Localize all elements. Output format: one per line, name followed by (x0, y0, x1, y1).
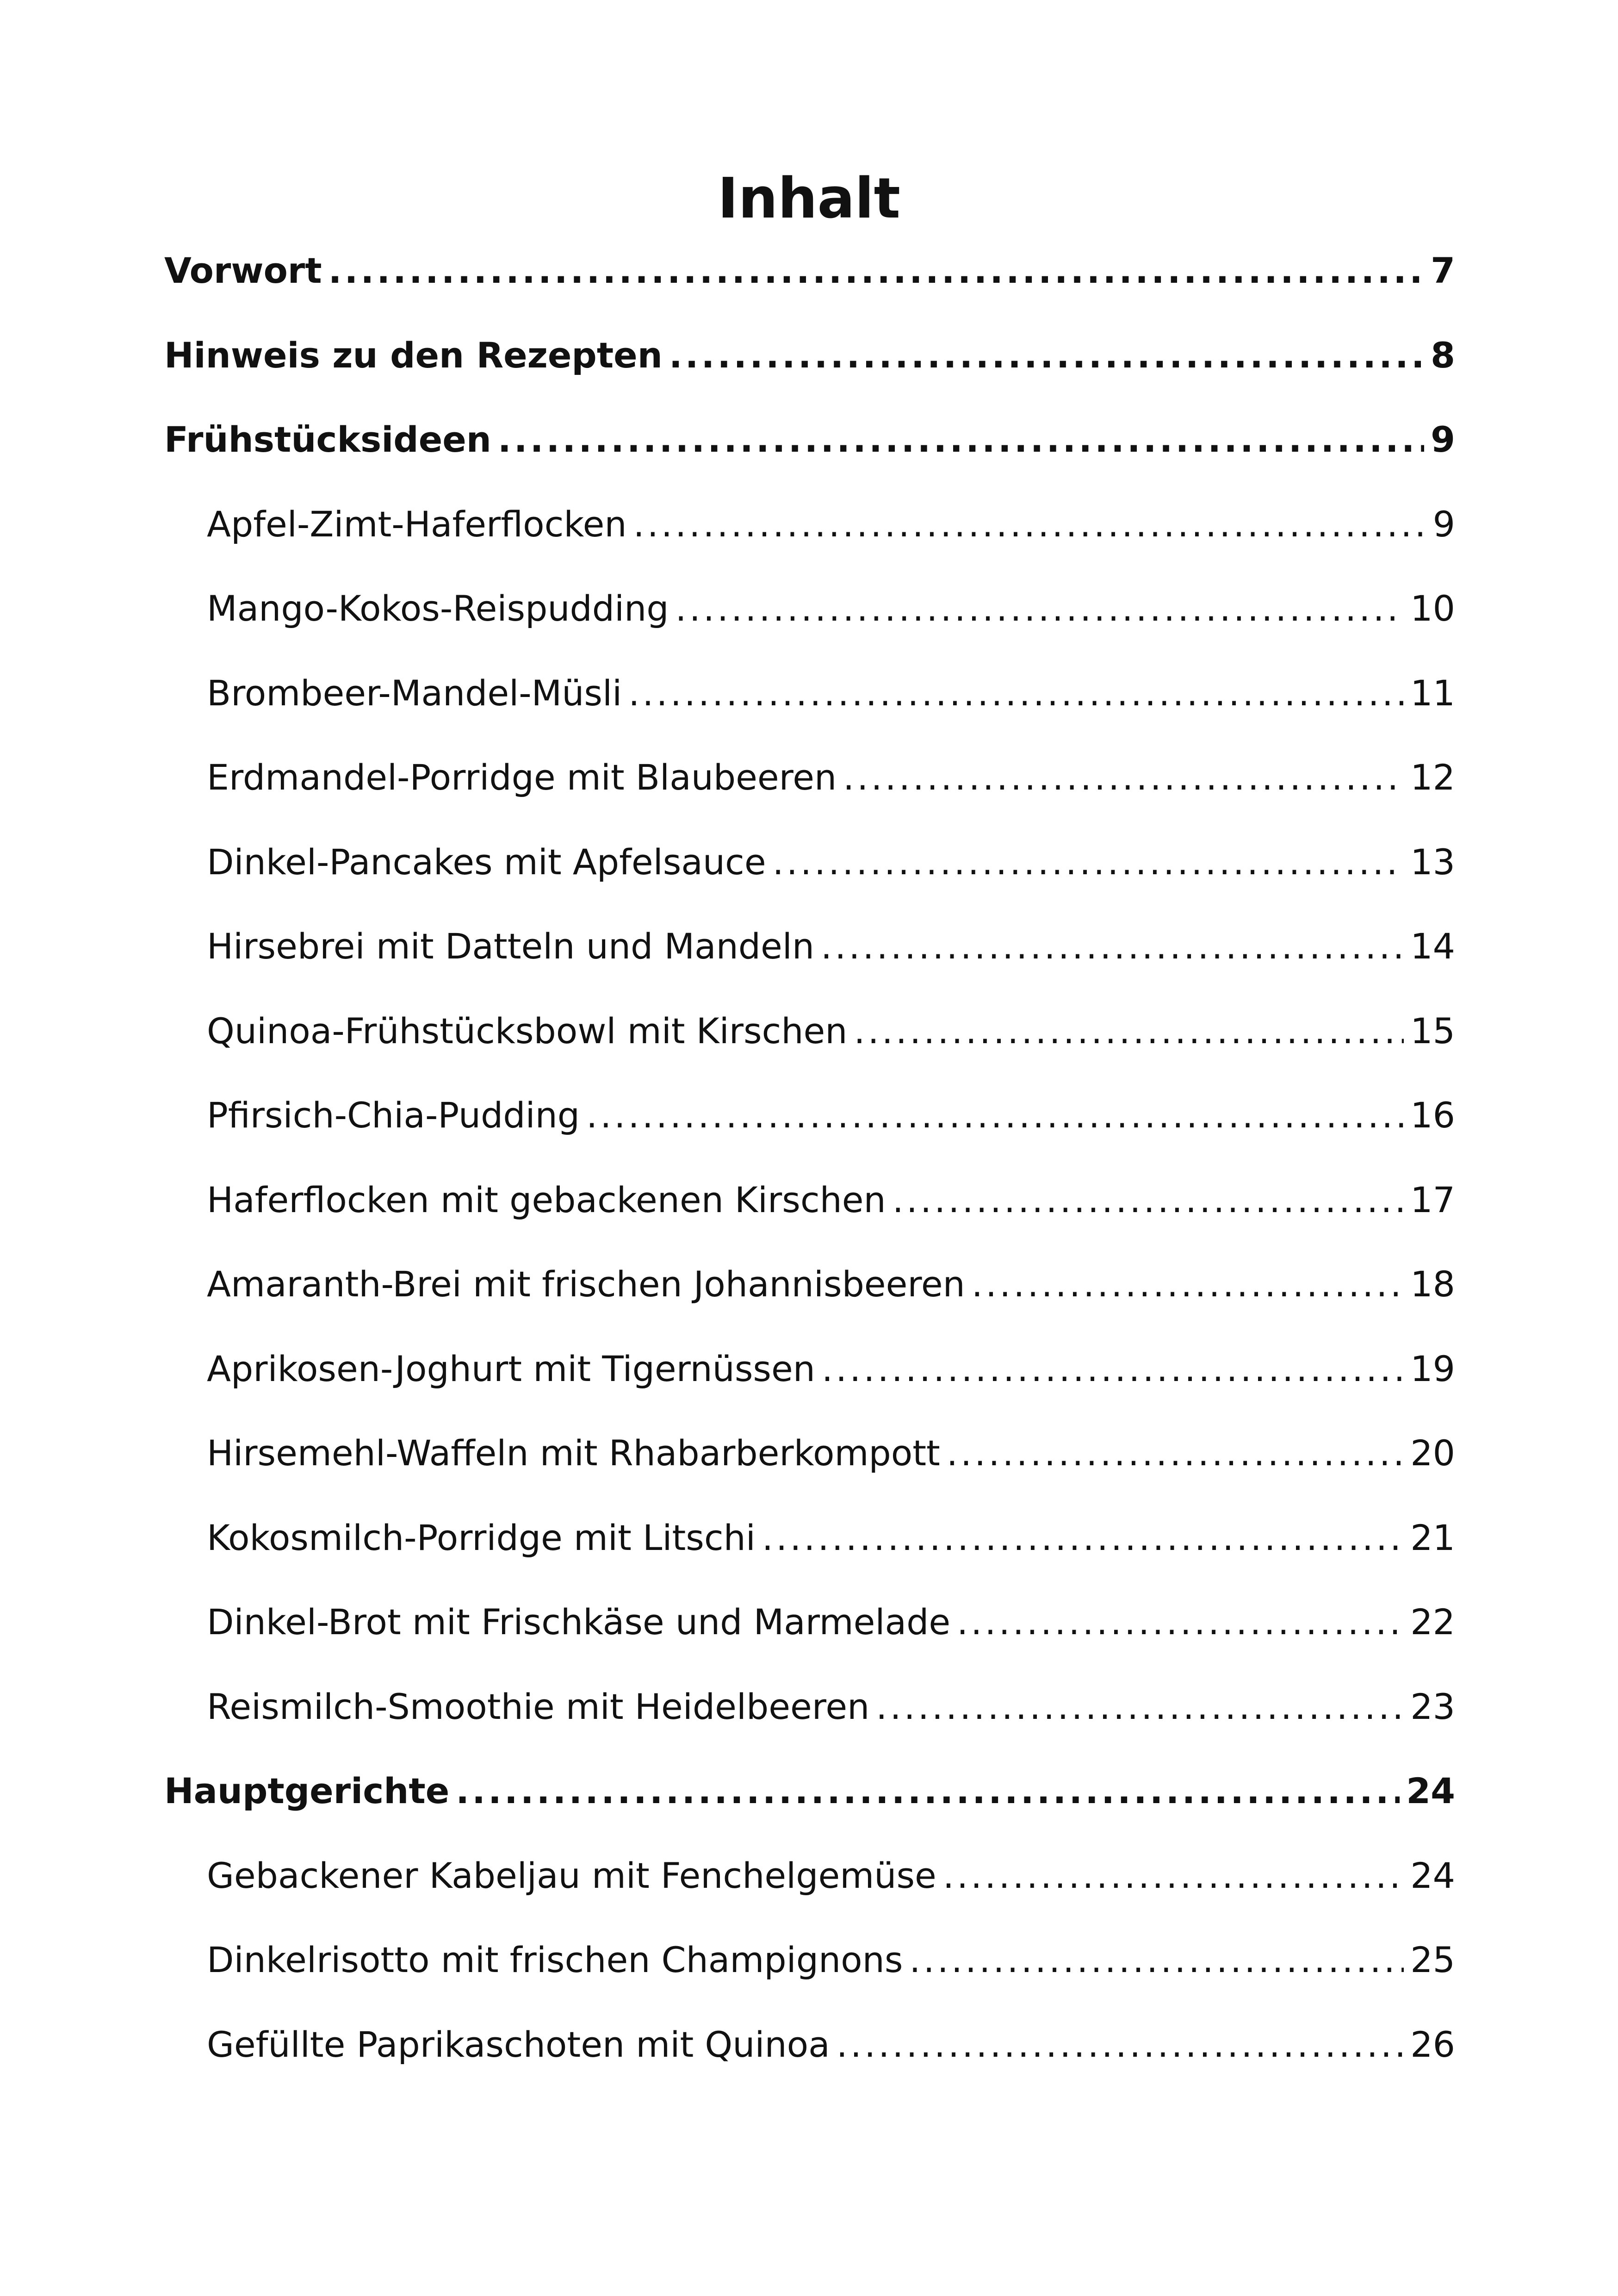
toc-page-number: 15 (1410, 1010, 1455, 1052)
toc-entry-label: Amaranth-Brei mit frischen Johannisbeeren (207, 1263, 965, 1305)
toc-page-number: 22 (1410, 1601, 1455, 1643)
toc-page-number: 8 (1431, 334, 1455, 376)
toc-dot-leader (909, 1930, 1404, 1990)
toc-entry-label: Erdmandel-Porridge mit Blaubeeren (207, 757, 837, 798)
toc-entry-label: Brombeer-Mandel-Müsli (207, 672, 622, 714)
toc-entry[interactable] (164, 1254, 1455, 1339)
toc-entry[interactable] (164, 1170, 1455, 1255)
toc-entry-label: Gebackener Kabeljau mit Fenchelgemüse (207, 1854, 936, 1896)
toc-entry-label: Aprikosen-Joghurt mit Tigernüssen (207, 1348, 815, 1389)
toc-page-number: 20 (1410, 1432, 1455, 1474)
toc-entry-label: Hirsebrei mit Datteln und Mandeln (207, 926, 815, 967)
toc-entry[interactable] (164, 1339, 1455, 1424)
toc-dot-leader (773, 832, 1404, 892)
toc-page-number: 21 (1410, 1517, 1455, 1558)
toc-entry[interactable] (164, 1508, 1455, 1593)
toc-entry-label: Kokosmilch-Porridge mit Litschi (207, 1517, 756, 1558)
toc-dot-leader (762, 1508, 1404, 1568)
toc-entry[interactable] (164, 1930, 1455, 2015)
toc-dot-leader (633, 494, 1426, 554)
toc-entry-label: Hirsemehl-Waffeln mit Rhabarberkompott (207, 1432, 940, 1474)
toc-page-number: 19 (1410, 1348, 1455, 1389)
toc-entry[interactable] (164, 1761, 1455, 1846)
toc-page-number: 16 (1410, 1095, 1455, 1136)
toc-entry[interactable] (164, 494, 1455, 579)
toc-dot-leader (329, 241, 1425, 301)
toc-entry[interactable] (164, 1677, 1455, 1761)
toc-dot-leader (822, 1339, 1404, 1399)
toc-dot-leader (498, 410, 1424, 470)
toc-entry-label: Vorwort (164, 250, 322, 291)
toc-page-number: 18 (1410, 1263, 1455, 1305)
page-title: Inhalt (718, 167, 900, 231)
toc-entry[interactable] (164, 1085, 1455, 1170)
toc-entry[interactable] (164, 325, 1455, 410)
toc-page-number: 11 (1410, 672, 1455, 714)
toc-dot-leader (586, 1085, 1404, 1145)
toc-dot-leader (837, 2015, 1404, 2075)
toc-dot-leader (876, 1677, 1404, 1737)
toc-page-number: 9 (1432, 503, 1455, 545)
toc-dot-leader (972, 1254, 1404, 1314)
toc-entry[interactable] (164, 1592, 1455, 1677)
toc-page-number: 24 (1406, 1770, 1455, 1811)
toc-dot-leader (628, 663, 1404, 723)
toc-entry-label: Hinweis zu den Rezepten (164, 334, 663, 376)
toc-dot-leader (669, 325, 1424, 386)
toc-entry-label: Dinkel-Brot mit Frischkäse und Marmelade (207, 1601, 951, 1643)
toc-entry[interactable] (164, 241, 1455, 325)
toc-page-number: 23 (1410, 1686, 1455, 1727)
toc-entry-label: Gefüllte Paprikaschoten mit Quinoa (207, 2023, 830, 2065)
toc-entry[interactable] (164, 832, 1455, 917)
toc-dot-leader (843, 747, 1404, 808)
toc-entry[interactable] (164, 916, 1455, 1001)
toc-entry-label: Pfirsich-Chia-Pudding (207, 1095, 580, 1136)
toc-entry-label: Quinoa-Frühstücksbowl mit Kirschen (207, 1010, 848, 1052)
toc-page-number: 7 (1431, 250, 1455, 291)
toc-entry-label: Dinkel-Pancakes mit Apfelsauce (207, 841, 766, 883)
toc-page-number: 14 (1410, 926, 1455, 967)
toc-entry[interactable] (164, 1846, 1455, 1930)
toc-entry[interactable] (164, 663, 1455, 748)
toc-entry-label: Haferflocken mit gebackenen Kirschen (207, 1179, 886, 1220)
toc-page-number: 17 (1410, 1179, 1455, 1220)
toc-page-number: 24 (1410, 1854, 1455, 1896)
toc-page-number: 10 (1410, 588, 1455, 629)
toc-dot-leader (456, 1761, 1400, 1821)
toc-page-number: 25 (1410, 1939, 1455, 1980)
toc-dot-leader (854, 1001, 1404, 1061)
toc-entry[interactable] (164, 1423, 1455, 1508)
toc-dot-leader (821, 916, 1404, 977)
table-of-contents (164, 241, 1455, 2099)
toc-dot-leader (947, 1423, 1404, 1483)
toc-entry-label: Frühstücksideen (164, 419, 491, 460)
toc-page-number: 9 (1431, 419, 1455, 460)
toc-entry-label: Apfel-Zimt-Haferflocken (207, 503, 627, 545)
toc-entry-label: Mango-Kokos-Reispudding (207, 588, 669, 629)
toc-entry[interactable] (164, 747, 1455, 832)
toc-entry[interactable] (164, 1001, 1455, 1086)
toc-entry[interactable] (164, 579, 1455, 663)
toc-entry-label: Reismilch-Smoothie mit Heidelbeeren (207, 1686, 870, 1727)
toc-entry[interactable] (164, 2015, 1455, 2099)
toc-page-number: 13 (1410, 841, 1455, 883)
toc-entry[interactable] (164, 410, 1455, 494)
toc-page-number: 12 (1410, 757, 1455, 798)
toc-dot-leader (676, 579, 1404, 639)
toc-entry-label: Dinkelrisotto mit frischen Champignons (207, 1939, 903, 1980)
toc-dot-leader (943, 1846, 1404, 1906)
toc-dot-leader (893, 1170, 1404, 1230)
toc-entry-label: Hauptgerichte (164, 1770, 450, 1811)
toc-page-number: 26 (1410, 2023, 1455, 2065)
toc-dot-leader (957, 1592, 1404, 1652)
